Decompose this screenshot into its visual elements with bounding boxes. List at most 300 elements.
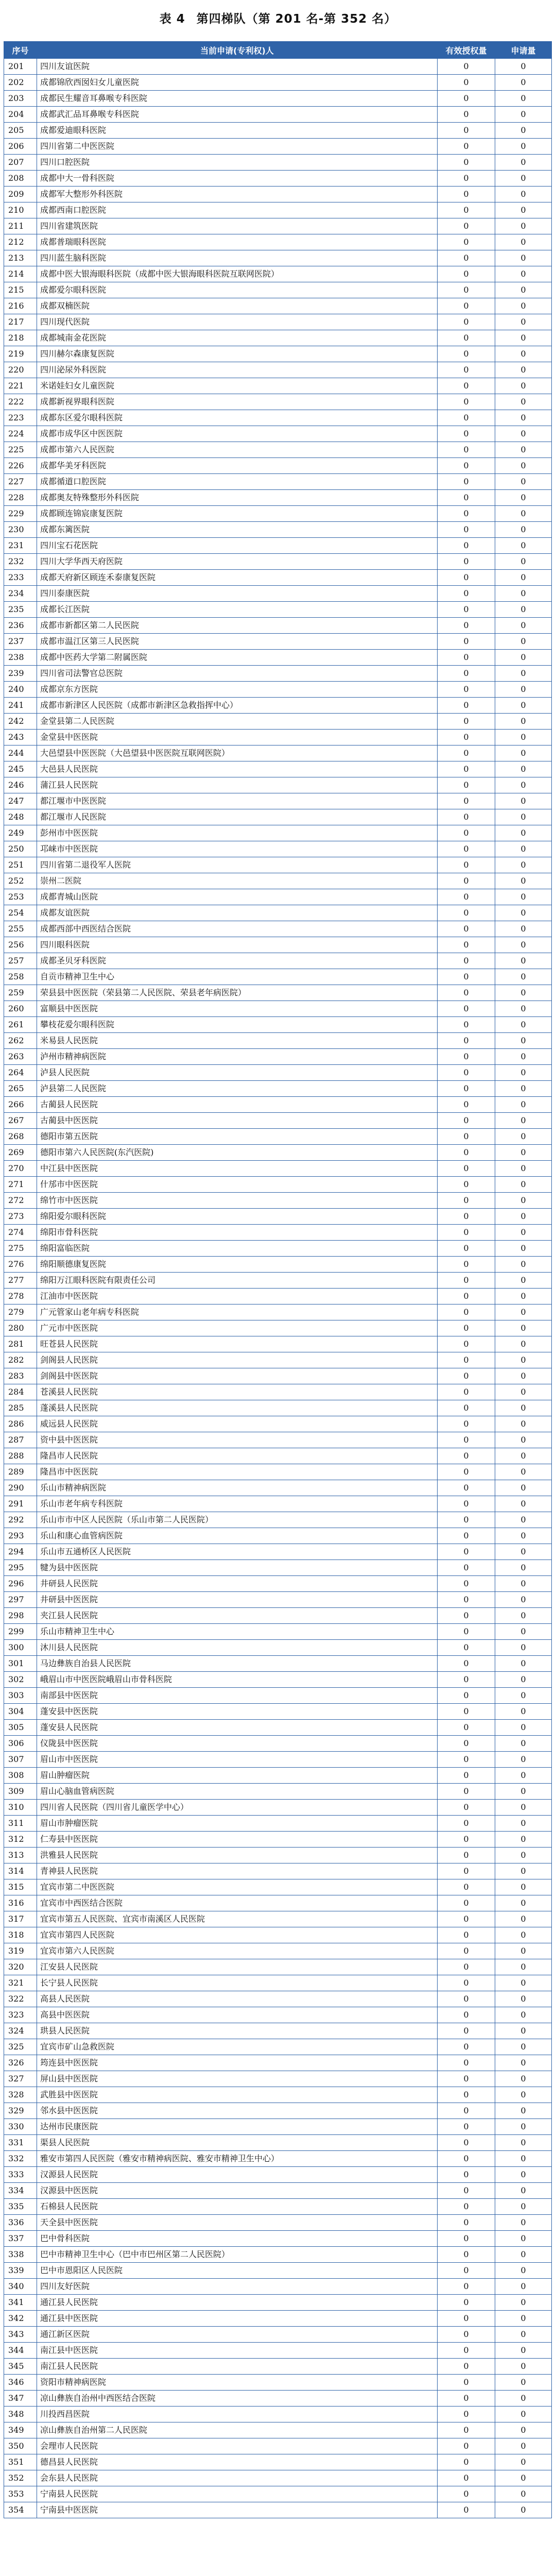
row-number: 321 (4, 1975, 37, 1991)
row-number: 219 (4, 346, 37, 362)
table-row (4, 123, 552, 139)
row-applicant: 都江堰市人民医院 (37, 809, 438, 825)
row-number: 230 (4, 522, 37, 538)
row-applications: 0 (495, 1752, 552, 1768)
row-applications: 0 (495, 2406, 552, 2422)
header-valid-grants: 有效授权量 (438, 42, 495, 59)
row-applicant: 四川蓝生脑科医院 (37, 250, 438, 266)
row-applicant: 四川口腔医院 (37, 155, 438, 171)
row-applicant: 成都普瑞眼科医院 (37, 234, 438, 250)
row-number: 234 (4, 586, 37, 602)
table-row (4, 1289, 552, 1304)
table-row (4, 1001, 552, 1017)
table-row (4, 2039, 552, 2055)
table-row (4, 442, 552, 458)
table-row (4, 2023, 552, 2039)
row-valid-grants: 0 (438, 1959, 495, 1975)
table-row (4, 2295, 552, 2311)
row-number: 287 (4, 1432, 37, 1448)
row-applications: 0 (495, 1416, 552, 1432)
row-number: 226 (4, 458, 37, 474)
table-row (4, 889, 552, 905)
row-number: 215 (4, 282, 37, 298)
row-applications: 0 (495, 1512, 552, 1528)
row-applications: 0 (495, 1528, 552, 1544)
row-valid-grants: 0 (438, 2087, 495, 2103)
row-applicant: 会东县人民医院 (37, 2470, 438, 2486)
row-applications: 0 (495, 2103, 552, 2119)
row-applicant: 沐川县人民医院 (37, 1640, 438, 1656)
row-valid-grants: 0 (438, 1879, 495, 1895)
row-number: 218 (4, 330, 37, 346)
table-row (4, 202, 552, 218)
row-number: 274 (4, 1225, 37, 1241)
row-valid-grants: 0 (438, 1528, 495, 1544)
table-row (4, 218, 552, 234)
row-valid-grants: 0 (438, 682, 495, 698)
row-applicant: 仁寿县中医医院 (37, 1832, 438, 1848)
table-row (4, 490, 552, 506)
row-valid-grants: 0 (438, 2295, 495, 2311)
row-valid-grants: 0 (438, 1081, 495, 1097)
row-valid-grants: 0 (438, 1736, 495, 1752)
row-applications: 0 (495, 1688, 552, 1704)
row-valid-grants: 0 (438, 1001, 495, 1017)
row-number: 330 (4, 2119, 37, 2135)
row-applicant: 蓬溪县人民医院 (37, 1400, 438, 1416)
table-row (4, 666, 552, 682)
row-applicant: 珙县人民医院 (37, 2023, 438, 2039)
table-row (4, 2167, 552, 2183)
row-number: 279 (4, 1304, 37, 1320)
row-number: 293 (4, 1528, 37, 1544)
table-row (4, 1624, 552, 1640)
row-applicant: 会理市人民医院 (37, 2438, 438, 2454)
row-number: 299 (4, 1624, 37, 1640)
row-valid-grants: 0 (438, 1991, 495, 2007)
table-row (4, 2343, 552, 2359)
row-valid-grants: 0 (438, 1704, 495, 1720)
row-number: 221 (4, 378, 37, 394)
table-row (4, 825, 552, 841)
row-number: 317 (4, 1911, 37, 1927)
table-row (4, 2486, 552, 2502)
table-row (4, 1688, 552, 1704)
row-number: 206 (4, 139, 37, 155)
row-valid-grants: 0 (438, 985, 495, 1001)
table-row (4, 1879, 552, 1895)
row-number: 261 (4, 1017, 37, 1033)
row-applicant: 通江新区医院 (37, 2327, 438, 2343)
row-number: 232 (4, 554, 37, 570)
row-valid-grants: 0 (438, 2183, 495, 2199)
row-applicant: 广元市中医医院 (37, 1320, 438, 1336)
row-valid-grants: 0 (438, 171, 495, 187)
row-applications: 0 (495, 2135, 552, 2151)
table-row (4, 107, 552, 123)
row-applicant: 乐山市五通桥区人民医院 (37, 1544, 438, 1560)
row-valid-grants: 0 (438, 1113, 495, 1129)
row-number: 286 (4, 1416, 37, 1432)
row-applicant: 旺苍县人民医院 (37, 1336, 438, 1352)
row-number: 246 (4, 777, 37, 793)
table-row (4, 187, 552, 202)
table-row (4, 682, 552, 698)
row-applicant: 邛崃市中医医院 (37, 841, 438, 857)
row-applications: 0 (495, 1560, 552, 1576)
row-valid-grants: 0 (438, 2438, 495, 2454)
row-applications: 0 (495, 1784, 552, 1800)
row-applications: 0 (495, 761, 552, 777)
row-number: 329 (4, 2103, 37, 2119)
row-applicant: 四川宝石花医院 (37, 538, 438, 554)
row-applicant: 资中县中医医院 (37, 1432, 438, 1448)
row-valid-grants: 0 (438, 1576, 495, 1592)
row-applications: 0 (495, 2055, 552, 2071)
row-number: 281 (4, 1336, 37, 1352)
row-applicant: 南部县中医医院 (37, 1688, 438, 1704)
row-applicant: 江油市中医医院 (37, 1289, 438, 1304)
row-applicant: 成都民生耀音耳鼻喉专科医院 (37, 91, 438, 107)
row-valid-grants: 0 (438, 1544, 495, 1560)
row-valid-grants: 0 (438, 1320, 495, 1336)
row-valid-grants: 0 (438, 2391, 495, 2406)
row-valid-grants: 0 (438, 2486, 495, 2502)
row-number: 260 (4, 1001, 37, 1017)
row-number: 311 (4, 1816, 37, 1832)
row-valid-grants: 0 (438, 777, 495, 793)
table-row (4, 1161, 552, 1177)
row-applicant: 峨眉山市中医医院峨眉山市骨科医院 (37, 1672, 438, 1688)
row-applicant: 四川泌尿外科医院 (37, 362, 438, 378)
table-row (4, 1193, 552, 1209)
row-number: 344 (4, 2343, 37, 2359)
row-applicant: 四川省建筑医院 (37, 218, 438, 234)
row-valid-grants: 0 (438, 362, 495, 378)
row-valid-grants: 0 (438, 634, 495, 650)
table-row (4, 2375, 552, 2391)
row-applications: 0 (495, 1863, 552, 1879)
table-row (4, 171, 552, 187)
row-number: 251 (4, 857, 37, 873)
row-applicant: 四川省第二退役军人医院 (37, 857, 438, 873)
row-applications: 0 (495, 1320, 552, 1336)
row-applicant: 四川省第二中医医院 (37, 139, 438, 155)
row-valid-grants: 0 (438, 1304, 495, 1320)
row-number: 347 (4, 2391, 37, 2406)
table-row (4, 1033, 552, 1049)
row-applications: 0 (495, 1576, 552, 1592)
table-row (4, 2311, 552, 2327)
row-applications: 0 (495, 155, 552, 171)
row-applicant: 蓬安县人民医院 (37, 1720, 438, 1736)
row-valid-grants: 0 (438, 1592, 495, 1608)
row-applications: 0 (495, 1544, 552, 1560)
row-applications: 0 (495, 1895, 552, 1911)
row-applications: 0 (495, 410, 552, 426)
table-row (4, 1496, 552, 1512)
table-row (4, 538, 552, 554)
table-row (4, 1480, 552, 1496)
row-applications: 0 (495, 202, 552, 218)
table-row (4, 1975, 552, 1991)
row-valid-grants: 0 (438, 1911, 495, 1927)
row-applications: 0 (495, 1911, 552, 1927)
row-number: 290 (4, 1480, 37, 1496)
table-row (4, 1049, 552, 1065)
table-row (4, 1560, 552, 1576)
row-applicant: 蒲江县人民医院 (37, 777, 438, 793)
row-applicant: 绵阳顺德康复医院 (37, 1257, 438, 1273)
row-valid-grants: 0 (438, 2231, 495, 2247)
row-applicant: 宜宾市第四人民医院 (37, 1927, 438, 1943)
row-number: 289 (4, 1464, 37, 1480)
row-applications: 0 (495, 1656, 552, 1672)
row-applicant: 隆昌市人民医院 (37, 1448, 438, 1464)
row-applications: 0 (495, 1065, 552, 1081)
row-applicant: 绵阳富临医院 (37, 1241, 438, 1257)
table-row (4, 314, 552, 330)
row-valid-grants: 0 (438, 1097, 495, 1113)
row-number: 349 (4, 2422, 37, 2438)
row-valid-grants: 0 (438, 1927, 495, 1943)
table-row (4, 2502, 552, 2518)
row-valid-grants: 0 (438, 378, 495, 394)
table-row (4, 2199, 552, 2215)
row-applicant: 泸县第二人民医院 (37, 1081, 438, 1097)
table-row (4, 570, 552, 586)
table-row (4, 1752, 552, 1768)
table-row (4, 2279, 552, 2295)
table-row (4, 2359, 552, 2375)
row-applications: 0 (495, 187, 552, 202)
row-applications: 0 (495, 793, 552, 809)
row-applications: 0 (495, 921, 552, 937)
table-row (4, 1129, 552, 1145)
row-applicant: 成都双楠医院 (37, 298, 438, 314)
row-applicant: 成都市成华区中医医院 (37, 426, 438, 442)
row-number: 336 (4, 2215, 37, 2231)
row-applicant: 成都市新都区第二人民医院 (37, 618, 438, 634)
table-row (4, 634, 552, 650)
row-applicant: 宜宾市第二中医医院 (37, 1879, 438, 1895)
table-row (4, 1736, 552, 1752)
table-row (4, 2135, 552, 2151)
row-valid-grants: 0 (438, 59, 495, 75)
row-valid-grants: 0 (438, 1640, 495, 1656)
row-applicant: 高县中医医院 (37, 2007, 438, 2023)
row-valid-grants: 0 (438, 2071, 495, 2087)
row-number: 276 (4, 1257, 37, 1273)
row-applications: 0 (495, 1975, 552, 1991)
row-applications: 0 (495, 107, 552, 123)
header-applicant: 当前申请(专利权)人 (37, 42, 438, 59)
row-number: 238 (4, 650, 37, 666)
row-number: 259 (4, 985, 37, 1001)
row-valid-grants: 0 (438, 1448, 495, 1464)
table-row (4, 2119, 552, 2135)
row-valid-grants: 0 (438, 889, 495, 905)
row-applications: 0 (495, 1768, 552, 1784)
row-valid-grants: 0 (438, 1129, 495, 1145)
row-number: 208 (4, 171, 37, 187)
row-applications: 0 (495, 2247, 552, 2263)
row-valid-grants: 0 (438, 1017, 495, 1033)
row-applications: 0 (495, 75, 552, 91)
row-applicant: 乐山市精神卫生中心 (37, 1624, 438, 1640)
row-applications: 0 (495, 1193, 552, 1209)
row-number: 202 (4, 75, 37, 91)
row-number: 283 (4, 1368, 37, 1384)
row-applications: 0 (495, 873, 552, 889)
row-number: 292 (4, 1512, 37, 1528)
table-row (4, 1432, 552, 1448)
row-valid-grants: 0 (438, 1241, 495, 1257)
row-valid-grants: 0 (438, 91, 495, 107)
row-applicant: 四川赫尔森康复医院 (37, 346, 438, 362)
row-valid-grants: 0 (438, 139, 495, 155)
row-valid-grants: 0 (438, 1895, 495, 1911)
row-applicant: 宜宾市中西医结合医院 (37, 1895, 438, 1911)
row-applicant: 江安县人民医院 (37, 1959, 438, 1975)
row-valid-grants: 0 (438, 474, 495, 490)
row-valid-grants: 0 (438, 490, 495, 506)
row-applications: 0 (495, 634, 552, 650)
row-applications: 0 (495, 2486, 552, 2502)
row-applications: 0 (495, 1177, 552, 1193)
row-applications: 0 (495, 2007, 552, 2023)
row-applications: 0 (495, 2327, 552, 2343)
row-applications: 0 (495, 506, 552, 522)
table-row (4, 330, 552, 346)
row-number: 335 (4, 2199, 37, 2215)
row-valid-grants: 0 (438, 1257, 495, 1273)
row-valid-grants: 0 (438, 1768, 495, 1784)
table-row (4, 985, 552, 1001)
row-applicant: 四川泰康医院 (37, 586, 438, 602)
row-number: 213 (4, 250, 37, 266)
row-number: 216 (4, 298, 37, 314)
row-number: 257 (4, 953, 37, 969)
row-valid-grants: 0 (438, 75, 495, 91)
row-applications: 0 (495, 522, 552, 538)
table-row (4, 1656, 552, 1672)
row-applications: 0 (495, 2343, 552, 2359)
table-row (4, 75, 552, 91)
row-applicant: 成都顾连锦宸康复医院 (37, 506, 438, 522)
table-row (4, 1911, 552, 1927)
row-applicant: 眉山心脑血管病医院 (37, 1784, 438, 1800)
table-row (4, 1113, 552, 1129)
row-applicant: 巴中市恩阳区人民医院 (37, 2263, 438, 2279)
table-row (4, 2438, 552, 2454)
row-applicant: 天全县中医医院 (37, 2215, 438, 2231)
row-valid-grants: 0 (438, 330, 495, 346)
table-row (4, 2151, 552, 2167)
row-applications: 0 (495, 2359, 552, 2375)
row-applications: 0 (495, 1368, 552, 1384)
row-applications: 0 (495, 1081, 552, 1097)
table-title (0, 11, 556, 27)
row-applications: 0 (495, 234, 552, 250)
row-valid-grants: 0 (438, 1432, 495, 1448)
row-number: 237 (4, 634, 37, 650)
row-applicant: 乐山市精神病医院 (37, 1480, 438, 1496)
row-applications: 0 (495, 426, 552, 442)
table-row (4, 410, 552, 426)
row-applicant: 邻水县中医医院 (37, 2103, 438, 2119)
row-applicant: 青神县人民医院 (37, 1863, 438, 1879)
row-number: 284 (4, 1384, 37, 1400)
table-row (4, 1608, 552, 1624)
row-applications: 0 (495, 1289, 552, 1304)
row-number: 351 (4, 2454, 37, 2470)
row-valid-grants: 0 (438, 2119, 495, 2135)
row-applicant: 武胜县中医医院 (37, 2087, 438, 2103)
row-applications: 0 (495, 1113, 552, 1129)
row-valid-grants: 0 (438, 187, 495, 202)
row-applications: 0 (495, 2295, 552, 2311)
row-number: 315 (4, 1879, 37, 1895)
row-applications: 0 (495, 2375, 552, 2391)
row-applications: 0 (495, 666, 552, 682)
row-applications: 0 (495, 2502, 552, 2518)
table-row (4, 506, 552, 522)
row-applicant: 大邑县人民医院 (37, 761, 438, 777)
row-applicant: 德阳市第六人民医院(东汽医院) (37, 1145, 438, 1161)
table-row (4, 873, 552, 889)
row-applications: 0 (495, 682, 552, 698)
row-applications: 0 (495, 442, 552, 458)
row-number: 270 (4, 1161, 37, 1177)
row-applications: 0 (495, 714, 552, 730)
row-valid-grants: 0 (438, 522, 495, 538)
row-number: 228 (4, 490, 37, 506)
row-valid-grants: 0 (438, 2327, 495, 2343)
row-valid-grants: 0 (438, 442, 495, 458)
row-valid-grants: 0 (438, 905, 495, 921)
table-row (4, 1145, 552, 1161)
table-row (4, 378, 552, 394)
row-number: 239 (4, 666, 37, 682)
row-number: 223 (4, 410, 37, 426)
row-valid-grants: 0 (438, 107, 495, 123)
row-number: 327 (4, 2071, 37, 2087)
row-valid-grants: 0 (438, 2167, 495, 2183)
row-applications: 0 (495, 378, 552, 394)
row-applications: 0 (495, 538, 552, 554)
row-number: 333 (4, 2167, 37, 2183)
row-valid-grants: 0 (438, 2103, 495, 2119)
row-valid-grants: 0 (438, 250, 495, 266)
row-applications: 0 (495, 1879, 552, 1895)
row-applicant: 苍溪县人民医院 (37, 1384, 438, 1400)
table-row (4, 1081, 552, 1097)
row-applicant: 四川眼科医院 (37, 937, 438, 953)
row-number: 205 (4, 123, 37, 139)
row-valid-grants: 0 (438, 2055, 495, 2071)
table-row (4, 953, 552, 969)
table-row (4, 1848, 552, 1863)
row-applicant: 四川友谊医院 (37, 59, 438, 75)
row-number: 209 (4, 187, 37, 202)
row-valid-grants: 0 (438, 2422, 495, 2438)
row-number: 210 (4, 202, 37, 218)
row-number: 243 (4, 730, 37, 745)
row-applications: 0 (495, 1001, 552, 1017)
row-applicant: 汉源县中医医院 (37, 2183, 438, 2199)
row-applicant: 成都天府新区顾连禾泰康复医院 (37, 570, 438, 586)
